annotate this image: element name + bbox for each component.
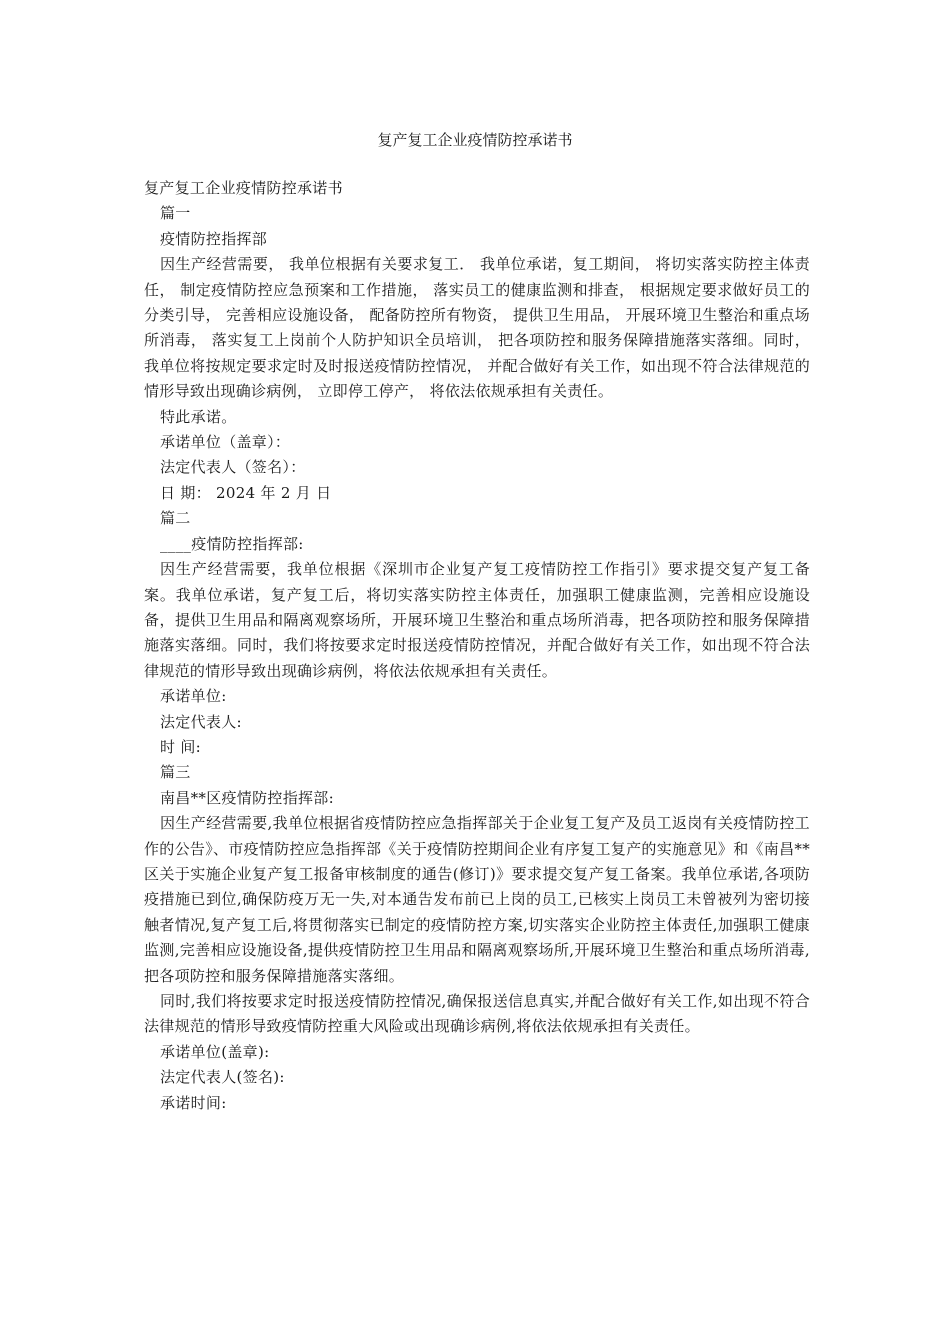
document-body (144, 176, 810, 1116)
body-paragraph: 同时,我们将按要求定时报送疫情防控情况,确保报送信息真实,并配合做好有关工作,如出现不符合法律规范的情形导致疫情防控重大风险或出现确诊病例,将依法依规承担有关责任。 (144, 992, 810, 1036)
addressee: ____疫情防控指挥部: (160, 534, 304, 553)
section-label: 篇三 (160, 763, 191, 782)
signature-unit: 承诺单位(盖章): (160, 1042, 270, 1061)
closing-line: 特此承诺。 (160, 407, 237, 426)
body-paragraph: 因生产经营需要,我单位根据省疫情防控应急指挥部关于企业复工复产及员工返岗有关疫情防控工作的公告》、市疫情防控应急指挥部《关于疫情防控期间企业有序复工复产的实施意见》和《南昌**区关于实施企业复产复工报备审核制度的通告(修订)》要求提交复产复工备案。我单位承诺,各项防疫措施已到位,确保防疫万无一失,对本通告发布前已上岗的员工,已核实上岗员工未曾被列为密切接触者情况,复产复工后,将贯彻落实已制定的疫情防控方案,切实落实企业防控主体责任,加强职工健康监测,完善相应设施设备,提供疫情防控卫生用品和隔离观察场所,开展环境卫生整治和重点场所消毒,把各项防控和服务保障措施落实落细。 (144, 814, 811, 985)
signature-representative: 法定代表人（签名）： (160, 458, 306, 477)
signature-representative: 法定代表人: (160, 712, 242, 731)
signature-representative: 法定代表人(签名): (160, 1068, 285, 1087)
signature-unit: 承诺单位: (160, 687, 227, 706)
signature-date: 承诺时间: (160, 1093, 227, 1112)
signature-date: 日 期： 2024 年 2 月 日 (160, 483, 332, 502)
section-label: 篇二 (160, 509, 191, 528)
body-paragraph: 因生产经营需要，我单位根据《深圳市企业复产复工疫情防控工作指引》要求提交复产复工备案。我单位承诺，复产复工后，将切实落实防控主体责任，加强职工健康监测，完善相应设施设备，提供卫生用品和隔离观察场所，开展环境卫生整治和重点场所消毒，把各项防控和服务保障措施落实落细。同时，我们将按要求定时报送疫情防控情况，并配合做好有关工作，如出现不符合法律规范的情形导致出现确诊病例，将依法依规承担有关责任。 (144, 560, 810, 680)
addressee: 疫情防控指挥部 (160, 229, 268, 248)
addressee: 南昌**区疫情防控指挥部: (160, 788, 334, 807)
signature-unit: 承诺单位（盖章）： (160, 433, 291, 452)
section-label: 篇一 (160, 204, 191, 223)
document-heading: 复产复工企业疫情防控承诺书 (144, 179, 343, 197)
signature-date: 时 间: (160, 737, 202, 756)
page-title: 复产复工企业疫情防控承诺书 (377, 131, 573, 149)
body-paragraph: 因生产经营需要， 我单位根据有关要求复工． 我单位承诺，复工期间， 将切实落实防控主体责任， 制定疫情防控应急预案和工作措施， 落实员工的健康监测和排查， 根据规定要求做好员工的分类引导， 完善相应设施设备， 配备防控所有物资， 提供卫生用品， 开展环境卫生整治和重点场所消毒， 落实复工上岗前个人防护知识全员培训， 把各项防控和服务保障措施落实落细。同时，我单位将按规定要求定时及时报送疫情防控情况， 并配合做好有关工作，如出现不符合法律规范的情形导致出现确诊病例， 立即停工停产， 将依法依规承担有关责任。 (144, 255, 810, 401)
